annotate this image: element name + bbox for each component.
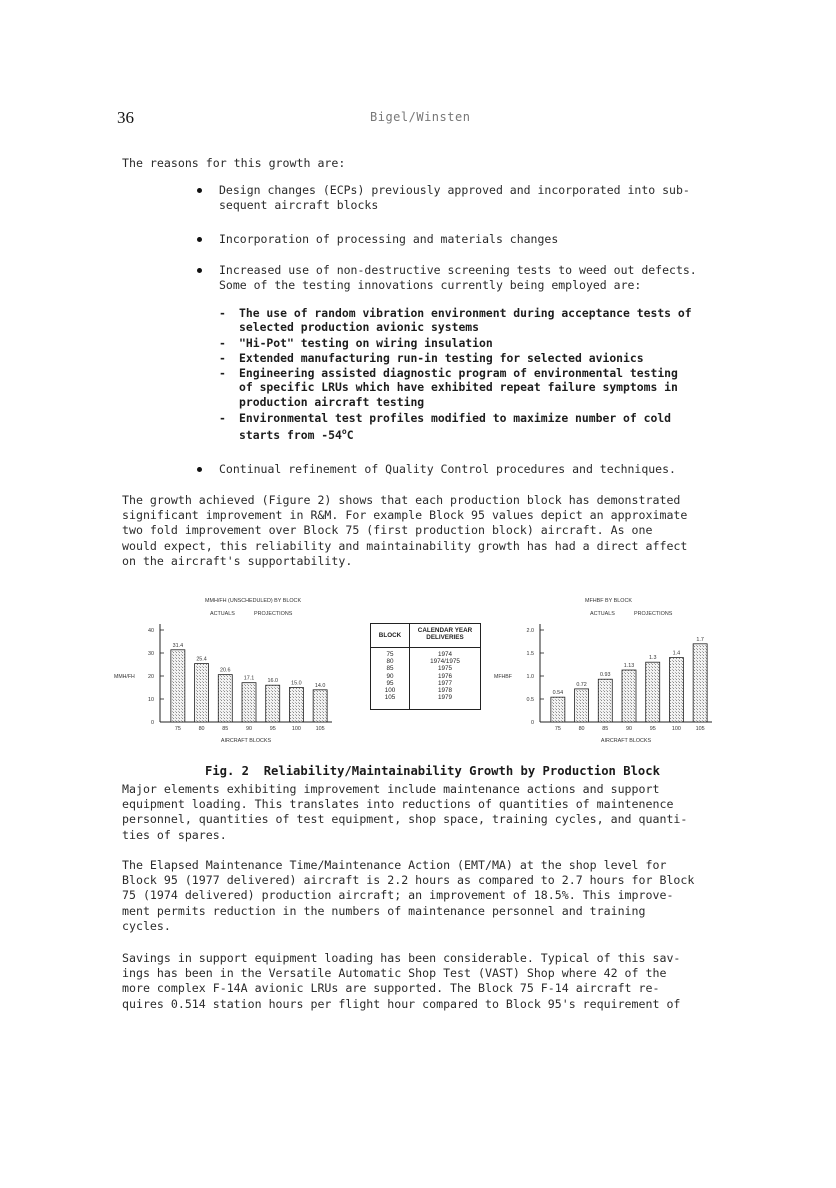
x-tick-label: 85	[602, 726, 609, 732]
figure-caption: Fig. 2 Reliability/Maintainability Growth by Production Block	[205, 764, 660, 778]
bullet-item	[219, 462, 676, 477]
legend-projections: PROJECTIONS	[254, 611, 293, 617]
table-col-block: BLOCK	[378, 632, 402, 639]
text-line: equipment loading. This translates into reductions of quantities of maintenence	[122, 797, 674, 812]
sub-item	[219, 351, 644, 365]
sub-item-line: The use of random vibration environment during acceptance tests of	[239, 306, 692, 320]
bullet-line: Increased use of non-destructive screening tests to weed out defects.	[219, 263, 697, 277]
y-tick-label: 20	[148, 674, 154, 680]
bullet-item	[219, 263, 697, 293]
table-body	[371, 651, 480, 701]
paragraph-major	[122, 782, 687, 843]
y-tick-label: 0	[151, 720, 154, 726]
intro-text: The reasons for this growth are:	[122, 156, 346, 170]
bar-value-label: 1.4	[672, 650, 681, 657]
table-col-year-l1: CALENDAR YEAR	[417, 627, 473, 634]
text-line: quires 0.514 station hours per flight hour compared to Block 95's requirement of	[122, 996, 681, 1011]
bar	[171, 650, 185, 722]
sub-item-text: C	[346, 428, 354, 443]
table-cell: 85	[386, 665, 394, 673]
x-axis-label: AIRCRAFT BLOCKS	[600, 738, 652, 744]
text-line: significant improvement in R&M. For example Block 95 values depict an approximate	[122, 508, 688, 523]
y-tick-label: 0	[531, 720, 534, 726]
legend-actuals: ACTUALS	[210, 611, 235, 617]
text-line: personnel, quantities of test equipment, shop space, training cycles, and quanti-	[122, 812, 688, 827]
x-tick-label: 100	[671, 726, 681, 732]
table-cell: 105	[384, 694, 396, 702]
chart-title: MMH/FH (UNSCHEDULED) BY BLOCK	[205, 598, 302, 604]
bar-value-label: 14.0	[314, 682, 326, 689]
sub-item	[219, 336, 493, 350]
bar-value-label: 15.0	[291, 680, 302, 687]
dash-icon: -	[219, 306, 226, 320]
x-axis-label: AIRCRAFT BLOCKS	[220, 738, 272, 744]
bullet-line: Design changes (ECPs) previously approved and incorporated into sub-	[219, 183, 690, 197]
block-delivery-table	[370, 623, 481, 710]
bar-value-label: 1.13	[623, 663, 635, 670]
table-cell: 1976	[437, 672, 452, 680]
table-cell: 1977	[437, 679, 452, 687]
x-tick-label: 90	[246, 726, 252, 732]
legend-projections: PROJECTIONS	[634, 611, 673, 617]
bar-value-label: 0.72	[576, 681, 587, 688]
table-cell: 75	[386, 651, 394, 658]
bar-value-label: 0.54	[552, 690, 564, 697]
degree-superscript: o	[341, 427, 347, 437]
sub-item	[219, 411, 672, 443]
bar-value-label: 25.4	[196, 656, 207, 663]
bar-value-label: 20.6	[220, 667, 231, 674]
y-axis-label: MFHBF	[494, 674, 512, 680]
paragraph-growth	[122, 493, 687, 569]
y-tick-label: 0.5	[526, 697, 534, 703]
dash-icon: -	[219, 411, 226, 425]
text-line: would expect, this reliability and maintainability growth has had a direct affect	[122, 538, 688, 553]
bar-value-label: 17.1	[243, 675, 255, 682]
mfhbf-chart	[490, 592, 720, 747]
bullet-item	[219, 183, 690, 213]
sub-item	[219, 366, 678, 409]
bullet-dot-icon	[197, 467, 202, 472]
table-row	[371, 680, 480, 687]
table-cell: 80	[386, 658, 394, 666]
sub-item-line: of specific LRUs which have exhibited repeat failure symptoms in	[239, 380, 678, 395]
bullet-line: sequent aircraft blocks	[219, 198, 379, 212]
table-row	[371, 665, 480, 672]
bullet-dot-icon	[197, 237, 202, 242]
text-line: Block 95 (1977 delivered) aircraft is 2.2 hours as compared to 2.7 hours for Block	[122, 873, 695, 888]
y-tick-label: 1.0	[526, 674, 534, 680]
sub-item-line: Environmental test profiles modified to maximize number of cold	[239, 411, 672, 425]
chart-title: MFHBF BY BLOCK	[585, 598, 632, 604]
y-tick-label: 2.0	[526, 628, 534, 634]
bar	[289, 688, 303, 723]
bullet-line: Some of the testing innovations currently being employed are:	[219, 278, 642, 292]
sub-item-line: "Hi-Pot" testing on wiring insulation	[239, 336, 493, 350]
sub-item-line: selected production avionic systems	[239, 320, 480, 335]
bar	[266, 685, 280, 722]
text-line: Major elements exhibiting improvement include maintenance actions and support	[122, 782, 660, 796]
sub-item-line: Extended manufacturing run-in testing for selected avionics	[239, 351, 644, 365]
x-tick-label: 80	[198, 726, 205, 732]
table-header	[371, 624, 480, 648]
table-col-year	[410, 627, 480, 641]
bar	[575, 689, 589, 722]
bar	[551, 697, 565, 722]
table-row	[371, 673, 480, 680]
running-head: Bigel/Winsten	[370, 110, 471, 124]
bar	[313, 690, 327, 722]
table-cell: 1974/1975	[430, 658, 460, 666]
y-tick-label: 10	[148, 697, 154, 703]
bar	[242, 683, 256, 722]
bar	[218, 675, 232, 722]
x-tick-label: 95	[269, 726, 276, 732]
table-cell: 100	[384, 686, 396, 694]
y-tick-label: 1.5	[526, 651, 534, 657]
y-tick-label: 30	[148, 651, 154, 657]
y-tick-label: 40	[148, 628, 154, 634]
sub-item	[219, 306, 692, 335]
table-cell: 1975	[437, 665, 452, 673]
dash-icon: -	[219, 351, 226, 365]
text-line: ment permits reduction in the numbers of maintenance personnel and training	[122, 903, 646, 918]
bar	[622, 670, 636, 722]
bullet-item	[219, 232, 558, 247]
text-line: Savings in support equipment loading has been considerable. Typical of this sav-	[122, 951, 681, 965]
bar	[195, 664, 209, 722]
x-tick-label: 95	[649, 726, 656, 732]
bar-value-label: 16.0	[267, 678, 278, 685]
bar	[646, 662, 660, 722]
text-line: The Elapsed Maintenance Time/Maintenance Action (EMT/MA) at the shop level for	[122, 858, 667, 872]
bar	[598, 679, 612, 722]
text-line: two fold improvement over Block 75 (first production block) aircraft. As one	[122, 523, 653, 538]
paragraph-emt	[122, 858, 694, 934]
text-line: ties of spares.	[122, 827, 227, 842]
text-line: more complex F-14A avionic LRUs are supported. The Block 75 F-14 aircraft re-	[122, 981, 660, 996]
x-tick-label: 80	[578, 726, 585, 732]
bar-value-label: 31.4	[172, 642, 184, 649]
dash-icon: -	[219, 366, 226, 380]
table-row	[371, 687, 480, 694]
sub-item-text: starts from -54	[239, 428, 342, 443]
x-tick-label: 90	[626, 726, 632, 732]
bullet-dot-icon	[197, 268, 202, 273]
table-cell: 90	[386, 672, 394, 680]
y-axis-label: MMH/FH	[114, 674, 135, 680]
mmh-fh-chart	[110, 592, 340, 747]
bullet-line: Incorporation of processing and materials changes	[219, 232, 559, 246]
bar-value-label: 0.93	[600, 672, 611, 679]
table-cell: 1978	[437, 686, 452, 694]
sub-item-line	[239, 425, 671, 442]
text-line: cycles.	[122, 918, 171, 933]
x-tick-label: 85	[222, 726, 229, 732]
dash-icon: -	[219, 336, 226, 350]
bullet-dot-icon	[197, 188, 202, 193]
table-col-year-l2: DELIVERIES	[426, 634, 464, 641]
bar-value-label: 1.7	[696, 636, 704, 643]
text-line: 75 (1974 delivered) production aircraft; an improvement of 18.5%. This improve-	[122, 888, 674, 903]
page-number: 36	[117, 108, 134, 127]
table-row	[371, 651, 480, 658]
x-tick-label: 75	[174, 726, 181, 732]
table-cell: 1974	[437, 651, 452, 658]
legend-actuals: ACTUALS	[590, 611, 615, 617]
paragraph-savings	[122, 951, 680, 1012]
text-line: on the aircraft's supportability.	[122, 553, 353, 568]
x-tick-label: 100	[291, 726, 301, 732]
bar	[693, 644, 707, 722]
x-tick-label: 75	[554, 726, 561, 732]
table-row	[371, 694, 480, 701]
sub-item-line: production aircraft testing	[239, 394, 425, 409]
bar-value-label: 1.3	[648, 655, 657, 662]
table-cell: 95	[386, 679, 394, 687]
table-row	[371, 658, 480, 665]
table-cell: 1979	[437, 694, 452, 702]
bar	[669, 658, 683, 722]
text-line: ings has been in the Versatile Automatic Shop Test (VAST) Shop where 42 of the	[122, 966, 667, 981]
text-line: The growth achieved (Figure 2) shows that each production block has demonstrated	[122, 493, 681, 507]
sub-item-line: Engineering assisted diagnostic program of environmental testing	[239, 366, 678, 380]
bullet-line: Continual refinement of Quality Control procedures and techniques.	[219, 462, 676, 476]
x-tick-label: 105	[695, 726, 705, 732]
x-tick-label: 105	[315, 726, 325, 732]
